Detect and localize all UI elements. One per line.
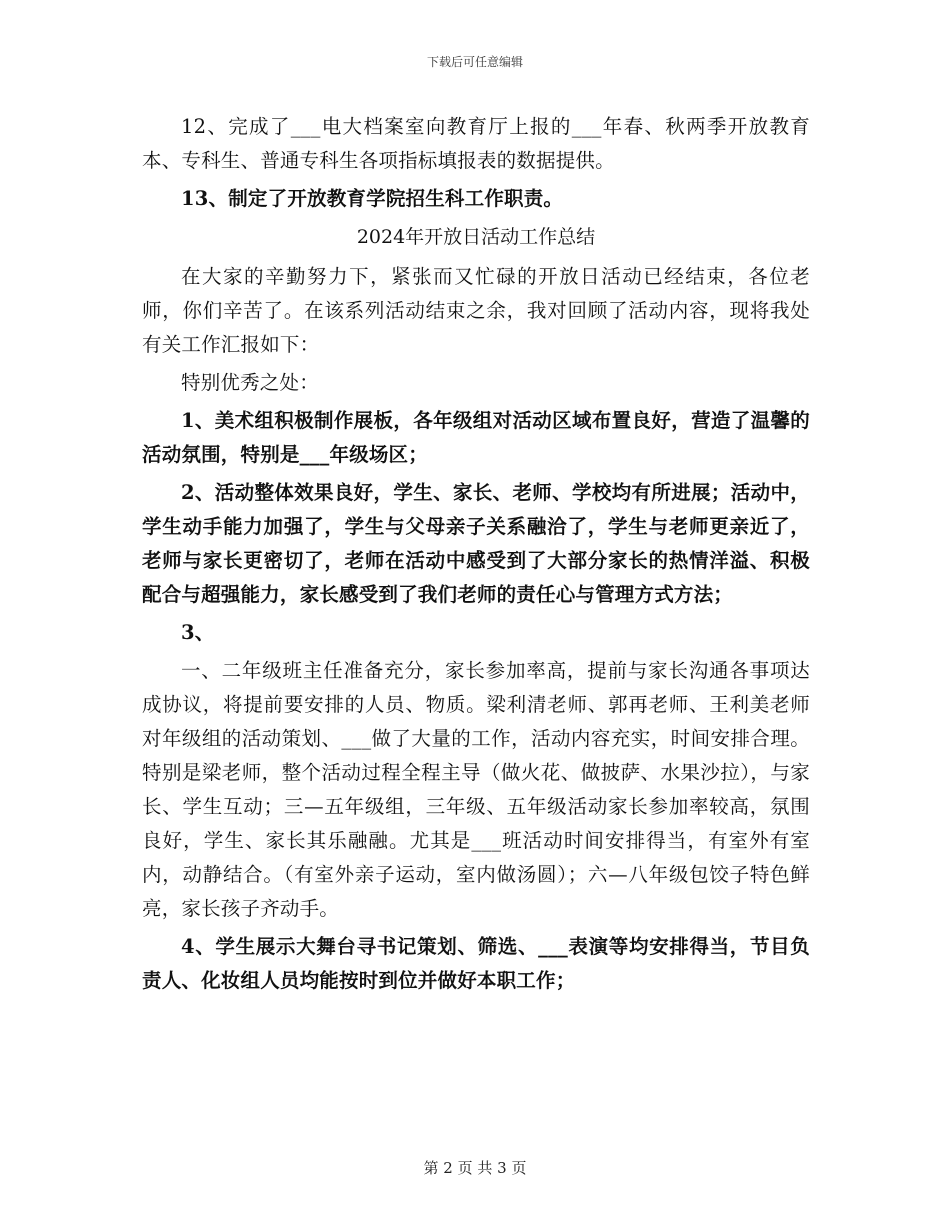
intro-paragraph: 在大家的辛勤努力下，紧张而又忙碌的开放日活动已经结束，各位老师，你们辛苦了。在该系列活动结束之余，我对回顾了活动内容，现将我处有关工作汇报如下： bbox=[142, 265, 810, 356]
highlight-item-2: 2、活动整体效果良好，学生、家长、老师、学校均有所进展；活动中，学生动手能力加强了，学生与父母亲子关系融洽了，学生与老师更亲近了，老师与家长更密切了，老师在活动中感受到了大部分家长的热情洋溢、积极配合与超强能力，家长感受到了我们老师的责任心与管理方式方法； bbox=[142, 481, 810, 606]
document-title: 2024年开放日活动工作总结 bbox=[356, 226, 596, 248]
paragraph-item-12: 12、完成了___电大档案室向教育厅上报的___年春、秋两季开放教育本、专科生、普通专科生各项指标填报表的数据提供。 bbox=[142, 115, 810, 172]
document-body bbox=[142, 110, 810, 1002]
highlight-item-1: 1、美术组积极制作展板，各年级组对活动区域布置良好，营造了温馨的活动氛围，特别是___年级场区； bbox=[142, 409, 810, 466]
highlight-item-3: 3、 bbox=[181, 621, 215, 644]
page-footer: 第 2 页 共 3 页 bbox=[423, 1159, 527, 1177]
grade-activities-paragraph: 一、二年级班主任准备充分，家长参加率高，提前与家长沟通各事项达成协议，将提前要安排的人员、物质。梁利清老师、郭再老师、王利美老师对年级组的活动策划、___做了大量的工作，活动内容充实，时间安排合理。特别是梁老师，整个活动过程全程主导（做火花、做披萨、水果沙拉），与家长、学生互动；三—五年级组，三年级、五年级活动家长参加率较高，氛围良好，学生、家长其乐融融。尤其是___班活动时间安排得当，有室外有室内，动静结合。（有室外亲子运动，室内做汤圆）；六—八年级包饺子特色鲜亮，家长孩子齐动手。 bbox=[142, 659, 810, 920]
highlight-item-4: 4、学生展示大舞台寻书记策划、筛选、___表演等均安排得当，节目负责人、化妆组人员均能按时到位并做好本职工作； bbox=[142, 935, 810, 992]
page-header: 下载后可任意编辑 bbox=[426, 55, 523, 69]
highlights-heading: 特别优秀之处： bbox=[181, 371, 319, 394]
paragraph-item-13: 13、制定了开放教育学院招生科工作职责。 bbox=[181, 187, 564, 210]
